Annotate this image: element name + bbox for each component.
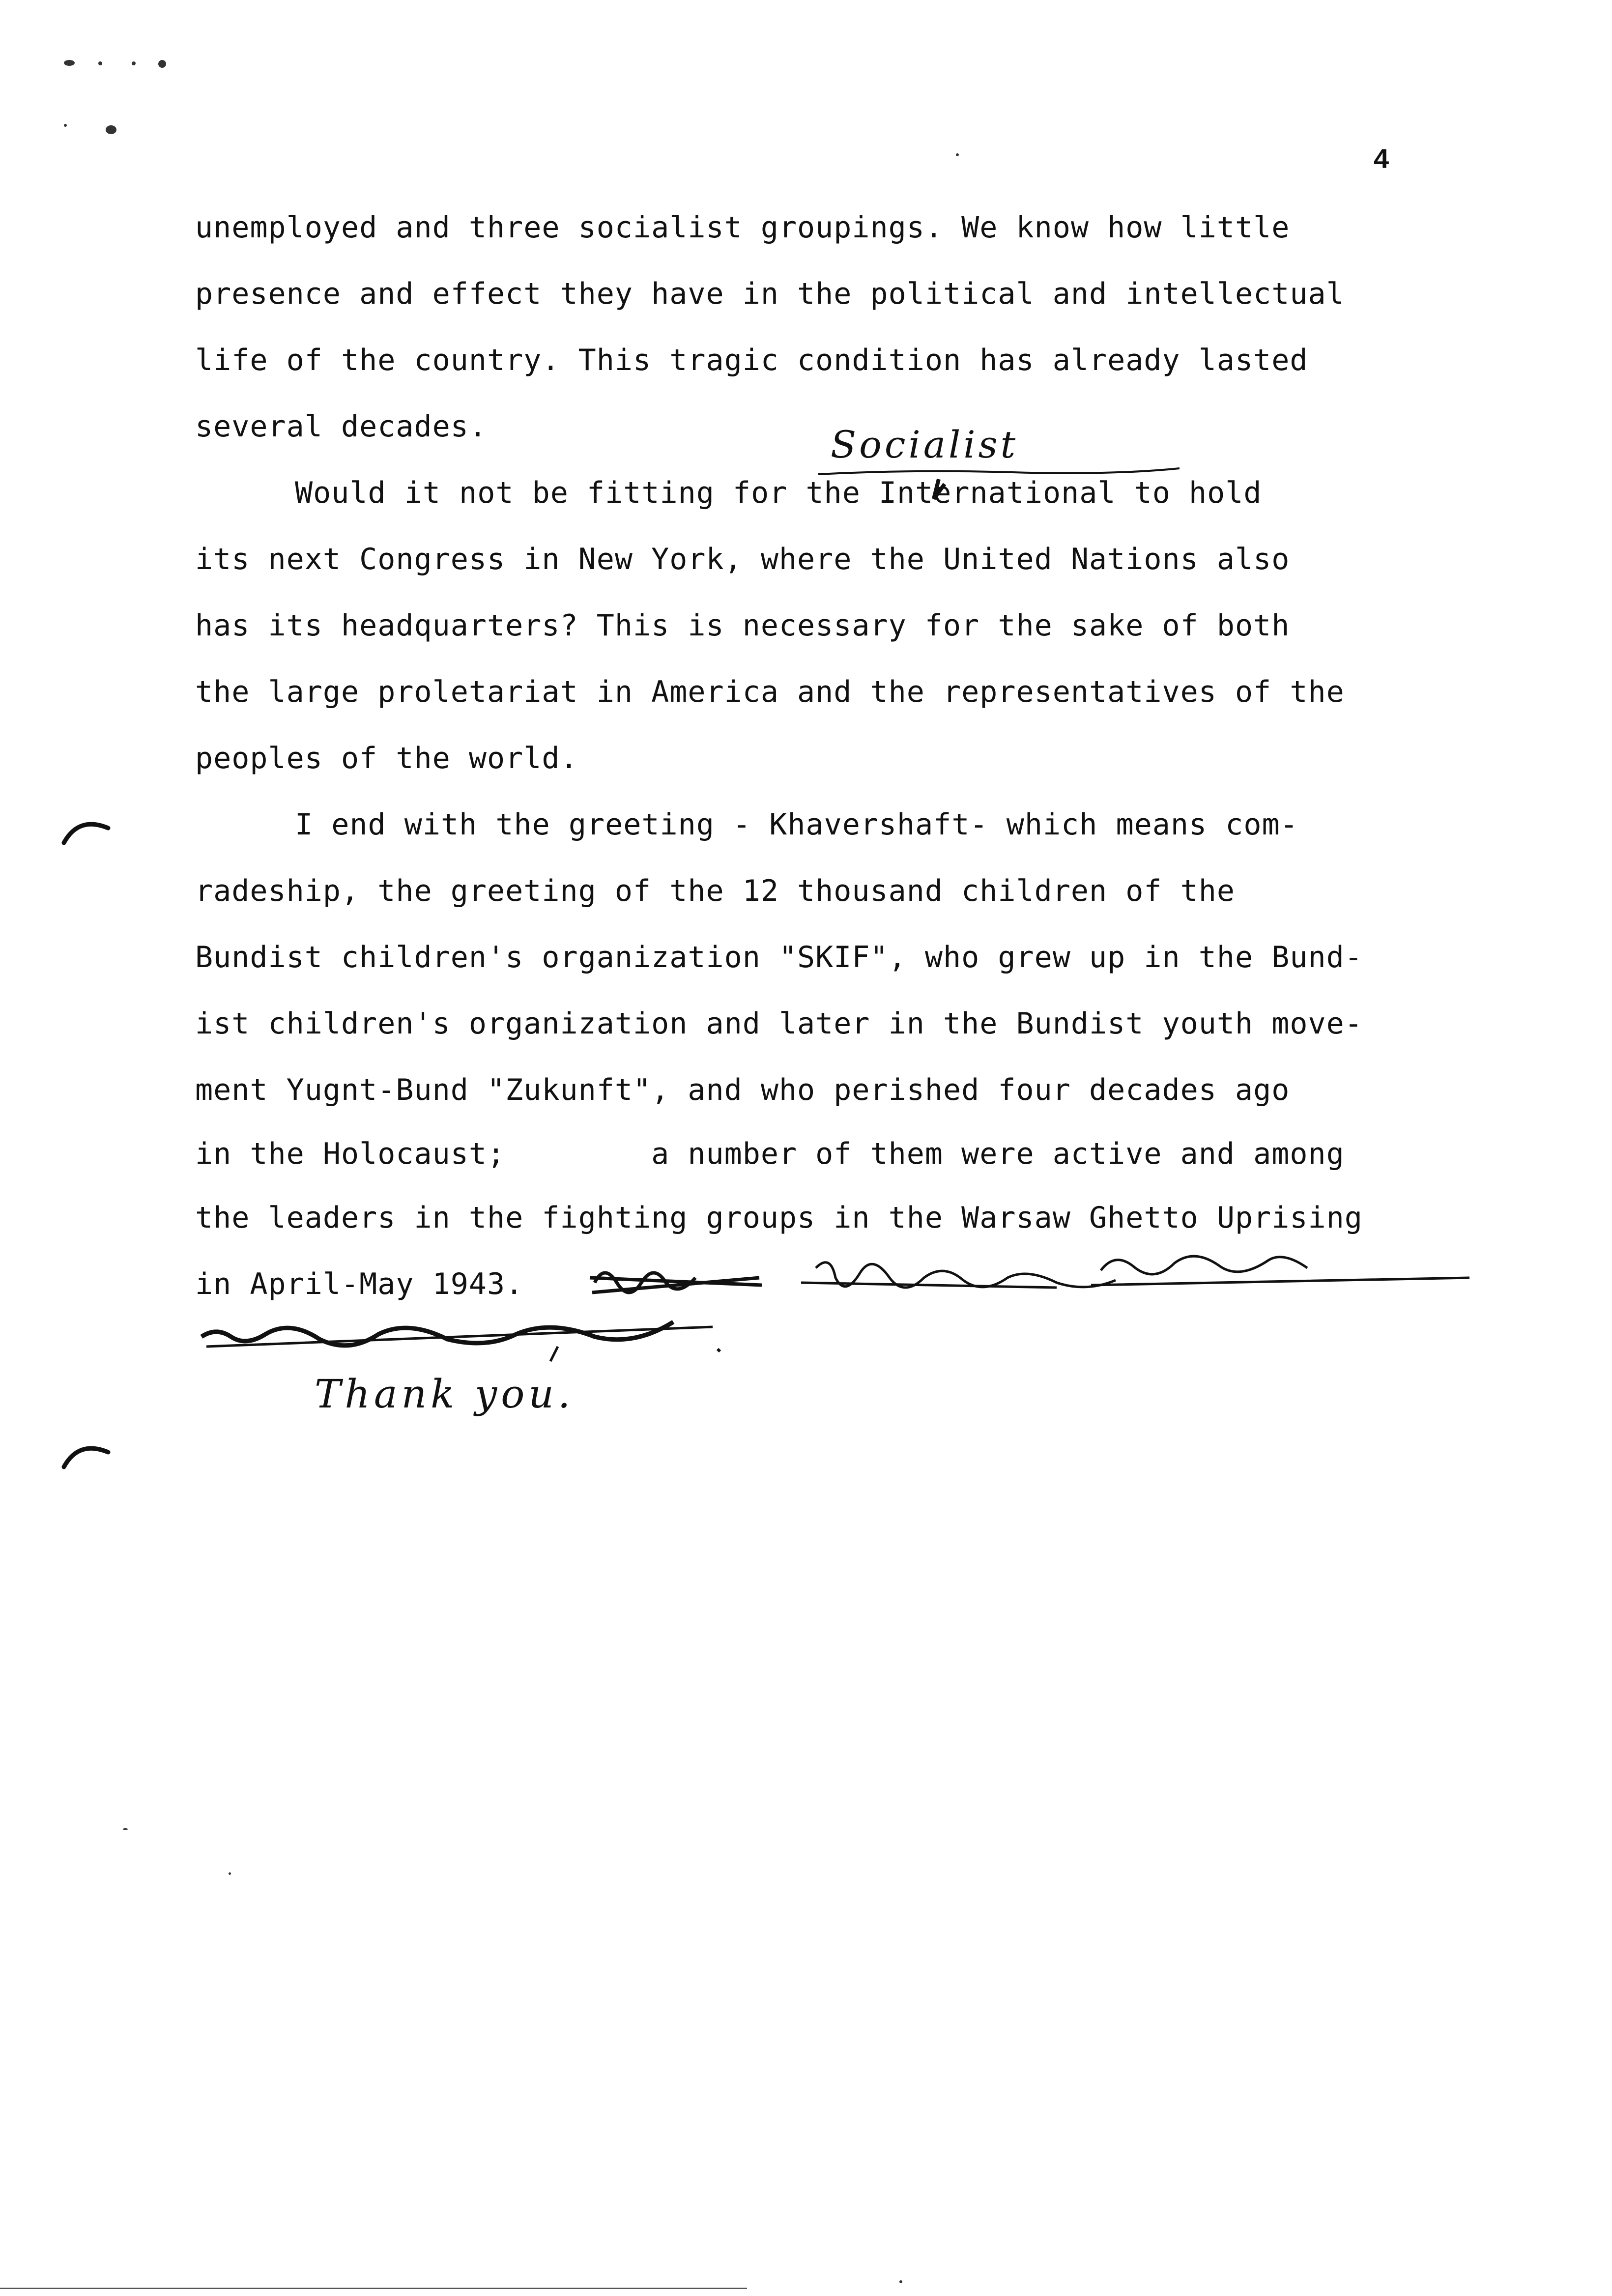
body-line: life of the country. This tragic condition has already lasted xyxy=(195,343,1308,377)
body-line: Bundist children's organization "SKIF", who grew up in the Bund- xyxy=(195,940,1363,975)
body-line: Would it not be fitting for the International to hold xyxy=(295,476,1262,510)
body-line: presence and effect they have in the political and intellectual xyxy=(195,277,1345,311)
margin-arc-mark xyxy=(59,813,113,848)
scan-speck xyxy=(106,125,116,134)
scan-speck xyxy=(64,124,67,127)
scan-bottom-edge xyxy=(0,2288,747,2289)
body-line: the large proletariat in America and the representatives of the xyxy=(195,675,1345,709)
scan-speck xyxy=(123,1828,128,1830)
scan-speck xyxy=(132,61,136,65)
body-line: ist children's organization and later in the Bundist youth move- xyxy=(195,1006,1363,1041)
body-line: in April-May 1943. xyxy=(195,1267,524,1301)
scan-speck xyxy=(956,153,959,156)
handwritten-insertion: Socialist xyxy=(831,423,1019,466)
body-line: several decades. xyxy=(195,409,487,444)
crossed-out-handwriting xyxy=(585,1248,1494,1317)
body-line: I end with the greeting - Khavershaft- which means com- xyxy=(295,807,1298,842)
body-line: in the Holocaust; a number of them were active and among xyxy=(195,1137,1345,1171)
body-line: its next Congress in New York, where the United Nations also xyxy=(195,542,1290,576)
body-line: has its headquarters? This is necessary for the sake of both xyxy=(195,608,1290,643)
body-line: the leaders in the fighting groups in the Warsaw Ghetto Uprising xyxy=(195,1201,1363,1235)
crossed-out-handwriting xyxy=(197,1307,747,1366)
scan-speck xyxy=(899,2280,902,2283)
page-number: 4 xyxy=(1374,143,1389,174)
scan-speck xyxy=(229,1872,231,1875)
body-line: ment Yugnt-Bund "Zukunft", and who perished four decades ago xyxy=(195,1073,1290,1107)
body-line: radeship, the greeting of the 12 thousand children of the xyxy=(195,874,1236,908)
scan-speck xyxy=(64,60,75,66)
scan-speck xyxy=(98,61,102,65)
body-line: unemployed and three socialist groupings. We know how little xyxy=(195,210,1290,245)
handwritten-closing: Thank you. xyxy=(315,1371,575,1417)
body-line: peoples of the world. xyxy=(195,741,578,775)
margin-arc-mark xyxy=(59,1437,113,1472)
scan-speck xyxy=(158,60,166,68)
